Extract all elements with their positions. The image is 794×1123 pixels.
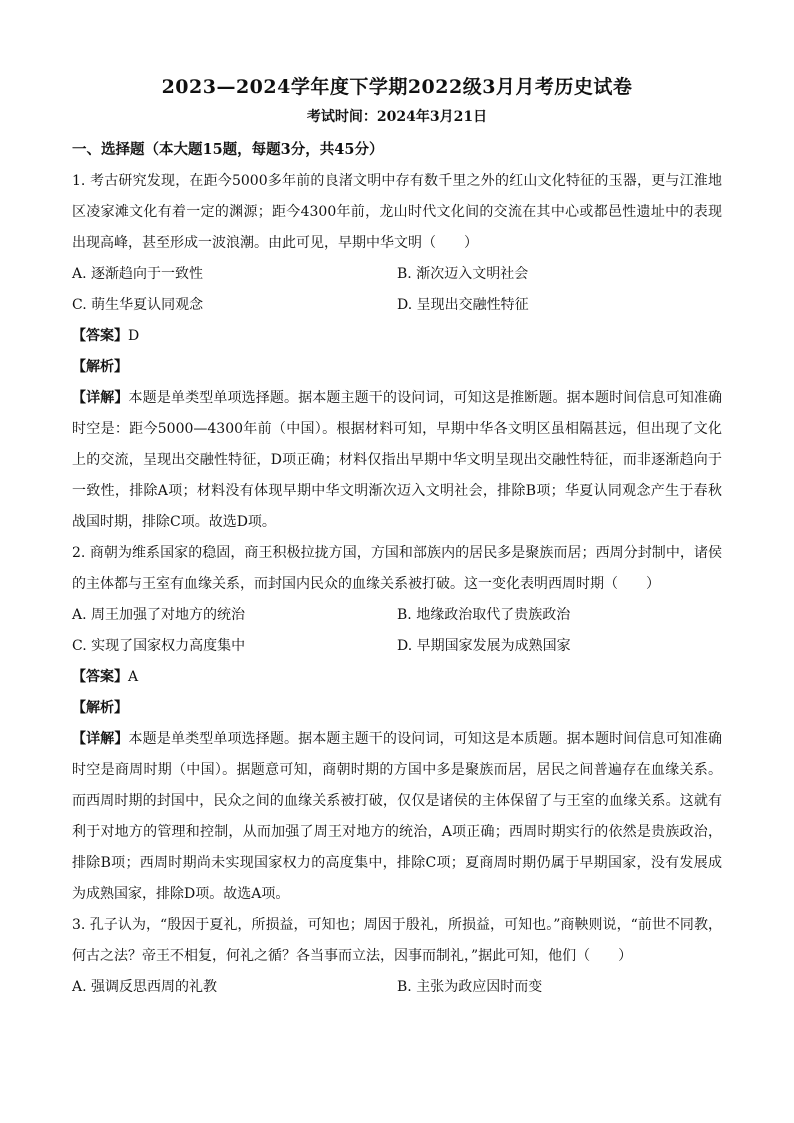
detail-text: 本题是单类型单项选择题。据本题主题干的设问词，可知这是推断题。据本题时间信息可知准确时空是：距今5000—4300年前（中国）。根据材料可知，早期中华各文明区虽相隔甚远，但出现了文化上的交流，呈现出交融性特征，D项正确；材料仅指出早期中华文明呈现出交融性特征，而非逐渐趋向于一致性，排除A项；材料没有体现早期中华文明渐次迈入文明社会，排除B项；华夏认同观念产生于春秋战国时期，排除C项。故选D项。 bbox=[72, 390, 723, 530]
question-2-option-a: A. 周王加强了对地方的统治 bbox=[72, 607, 246, 623]
answer-label: 【答案】 bbox=[72, 328, 128, 344]
answer-label: 【答案】 bbox=[72, 669, 128, 685]
exam-title: 2023—2024学年度下学期2022级3月月考历史试卷 bbox=[161, 76, 633, 98]
question-2-option-d: D. 早期国家发展为成熟国家 bbox=[397, 638, 571, 654]
question-1-detail bbox=[72, 383, 722, 538]
question-2-option-c: C. 实现了国家权力高度集中 bbox=[72, 638, 246, 654]
question-1-option-b: B. 渐次迈入文明社会 bbox=[397, 266, 529, 282]
question-2-options bbox=[72, 600, 722, 662]
question-1-option-c: C. 萌生华夏认同观念 bbox=[72, 297, 204, 313]
detail-label: 【详解】 bbox=[72, 390, 129, 406]
question-3-option-b: B. 主张为政应因时而变 bbox=[397, 979, 543, 995]
question-1-option-d: D. 呈现出交融性特征 bbox=[397, 297, 529, 313]
question-2-analysis-label: 【解析】 bbox=[72, 700, 128, 716]
question-1-stem: 1. 考古研究发现，在距今5000多年前的良渚文明中存有数千里之外的红山文化特征的玉器，更与江淮地区凌家滩文化有着一定的渊源；距今4300年前，龙山时代文化间的交流在其中心或都邑性遗址中的表现出现高峰，甚至形成一波浪潮。由此可见，早期中华文明（ ） bbox=[72, 173, 722, 251]
question-2-detail bbox=[72, 724, 722, 910]
question-1-answer bbox=[72, 321, 722, 352]
answer-value: D bbox=[128, 328, 140, 344]
question-1-options bbox=[72, 259, 722, 321]
exam-time: 考试时间：2024年3月21日 bbox=[306, 109, 488, 125]
question-3-option-a: A. 强调反思西周的礼教 bbox=[72, 979, 218, 995]
answer-value: A bbox=[128, 669, 139, 685]
question-3-options bbox=[72, 972, 722, 1003]
question-content bbox=[72, 166, 722, 1003]
question-1-analysis-label: 【解析】 bbox=[72, 359, 128, 375]
question-1-option-a: A. 逐渐趋向于一致性 bbox=[72, 266, 204, 282]
question-2-option-b: B. 地缘政治取代了贵族政治 bbox=[397, 607, 571, 623]
question-3-stem: 3. 孔子认为，“殷因于夏礼，所损益，可知也；周因于殷礼，所损益，可知也。”商鞅则说，“前世不同教，何古之法？帝王不相复，何礼之循？各当事而立法，因事而制礼，”据此可知，他们（ ） bbox=[72, 917, 722, 964]
question-2-answer bbox=[72, 662, 722, 693]
detail-label: 【详解】 bbox=[72, 731, 129, 747]
section-heading: 一、选择题（本大题15题，每题3分，共45分） bbox=[72, 141, 384, 158]
detail-text: 本题是单类型单项选择题。据本题主题干的设问词，可知这是本质题。据本题时间信息可知准确时空是商周时期（中国）。据题意可知，商朝时期的方国中多是聚族而居，居民之间普遍存在血缘关系。而西周时期的封国中，民众之间的血缘关系被打破，仅仅是诸侯的主体保留了与王室的血缘关系。这就有利于对地方的管理和控制，从而加强了周王对地方的统治，A项正确；西周时期实行的依然是贵族政治，排除B项；西周时期尚未实现国家权力的高度集中，排除C项；夏商周时期仍属于早期国家，没有发展成为成熟国家，排除D项。故选A项。 bbox=[72, 731, 723, 902]
question-2-stem: 2. 商朝为维系国家的稳固，商王积极拉拢方国，方国和部族内的居民多是聚族而居；西周分封制中，诸侯的主体都与王室有血缘关系，而封国内民众的血缘关系被打破。这一变化表明西周时期（ ） bbox=[72, 545, 722, 592]
